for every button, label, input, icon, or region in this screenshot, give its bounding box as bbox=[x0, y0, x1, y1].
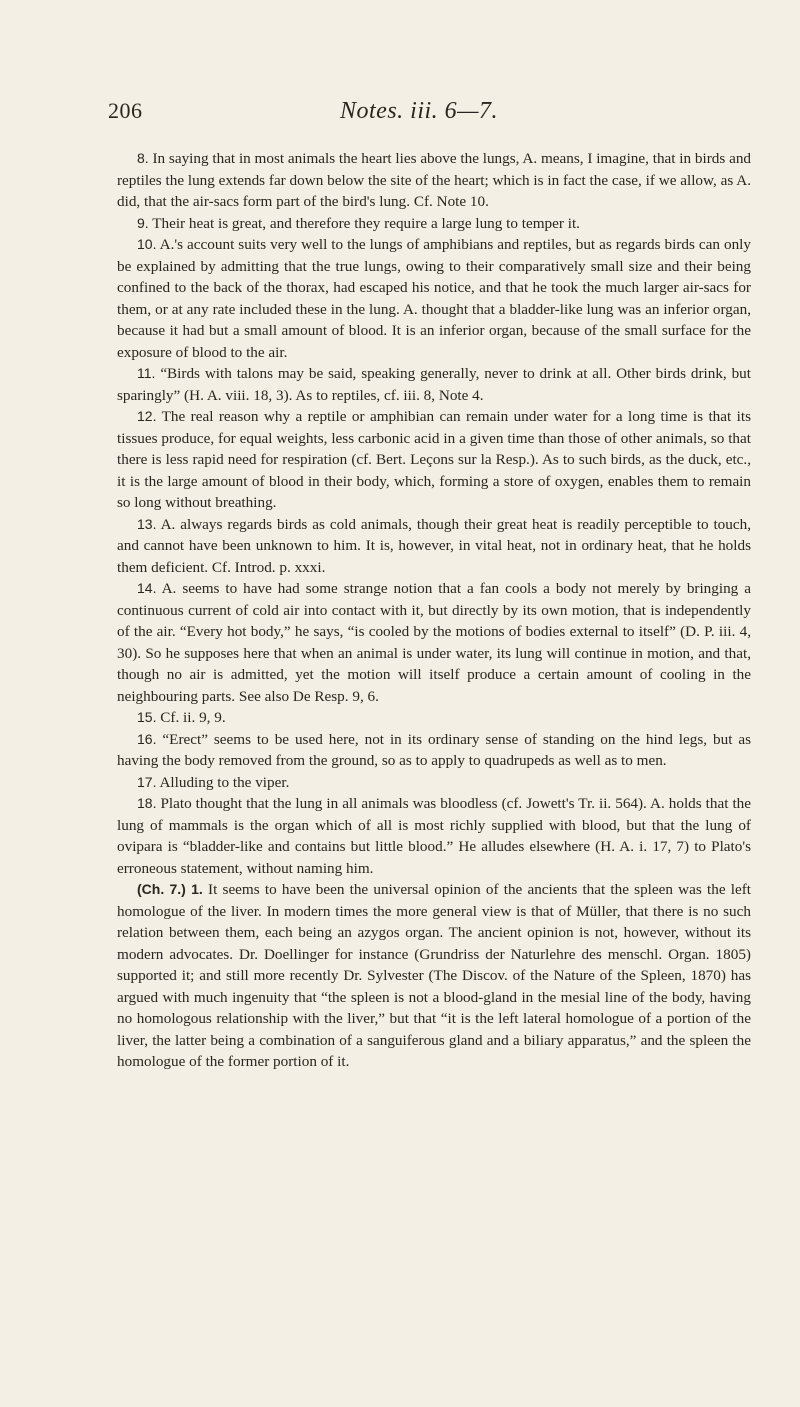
note-13: 13. A. always regards birds as cold animals, though their great heat is readily perceptible to touch, and cannot have been unknown to him. It is, however, in vital heat, not in ordinary heat, that he holds them deficient. Cf. Introd. p. xxxi. bbox=[117, 515, 751, 576]
page-header bbox=[0, 98, 800, 138]
note-10: 10. A.'s account suits very well to the lungs of amphibians and reptiles, but as regards birds can only be explained by admitting that the true lungs, owing to their comparatively small size and their being confined to the back of the thorax, had escaped his notice, and that he took the much larger air-sacs for them, or at any rate included these in the lung. A. thought that a bladder-like lung was an inferior organ, because it had but a small amount of blood. It is an inferior organ, because of the small surface for the exposure of blood to the air. bbox=[117, 236, 751, 361]
note-15: 15. Cf. ii. 9, 9. bbox=[137, 709, 226, 726]
running-title: Notes. iii. 6—7. bbox=[340, 98, 499, 124]
note-18: 18. Plato thought that the lung in all animals was bloodless (cf. Jowett's Tr. ii. 564). A. holds that the lung of mammals is the organ which of all is most richly supplied with blood, but that the lung of ovipara is “bladder-like and contains but little blood.” He alludes elsewhere (H. A. i. 17, 7) to Plato's erroneous statement, without naming him. bbox=[117, 795, 751, 877]
page-number: 206 bbox=[108, 98, 143, 123]
note-11: 11. “Birds with talons may be said, speaking generally, never to drink at all. Other birds drink, but sparingly” (H. A. viii. 18, 3). As to reptiles, cf. iii. 8, Note 4. bbox=[117, 365, 751, 404]
notes-body bbox=[117, 148, 751, 1073]
note-9: 9. Their heat is great, and therefore they require a large lung to temper it. bbox=[137, 214, 580, 232]
note-17: 17. Alluding to the viper. bbox=[137, 773, 290, 791]
note-16: 16. “Erect” seems to be used here, not in its ordinary sense of standing on the hind legs, but as having the body removed from the ground, so as to apply to quadrupeds as well as to men. bbox=[117, 730, 752, 769]
note-12: 12. The real reason why a reptile or amphibian can remain under water for a long time is that its tissues produce, for equal weights, less carbonic acid in a given time than those of other animals, so that there is less rapid need for respiration (cf. Bert. Leçons sur la Resp.). As to such birds, as the duck, etc., it is the large amount of blood in their body, which, forming a store of oxygen, enables them to remain so long without breathing. bbox=[117, 408, 751, 511]
note-8: 8. In saying that in most animals the heart lies above the lungs, A. means, I imagine, that in birds and reptiles the lung extends far down below the site of the heart; which is in fact the case, if we allow, as A. did, that the air-sacs form part of the bird's lung. Cf. Note 10. bbox=[117, 150, 752, 210]
note-14: 14. A. seems to have had some strange notion that a fan cools a body not merely by bringing a continuous current of cold air into contact with it, but directly by its own motion, that is independently of the air. “Every hot body,” he says, “is cooled by the motions of bodies external to itself” (D. P. iii. 4, 30). So he supposes here that when an animal is under water, its lung will continue in motion, and that, though no air is admitted, yet the motion will itself produce a certain amount of cooling in the neighbouring parts. See also De Resp. 9, 6. bbox=[117, 580, 751, 705]
chapter-7-note-1: (Ch. 7.) 1. It seems to have been the universal opinion of the ancients that the spleen was the left homologue of the liver. In modern times the more general view is that of Müller, that there is no such relation between them, each being an azygos organ. The ancient opinion is not, however, without its modern advocates. Dr. Doellinger for instance (Grundriss der Naturlehre des menschl. Organ. 1805) supported it; and still more recently Dr. Sylvester (The Discov. of the Nature of the Spleen, 1870) has argued with much ingenuity that “the spleen is not a blood-gland in the mesial line of the body, having no homologous relationship with the liver,” but that “it is the left lateral homologue of a portion of the liver, the latter being a combination of a sanguiferous gland and a biliary apparatus,” and the spleen the homologue of the former portion of it. bbox=[117, 881, 752, 1070]
